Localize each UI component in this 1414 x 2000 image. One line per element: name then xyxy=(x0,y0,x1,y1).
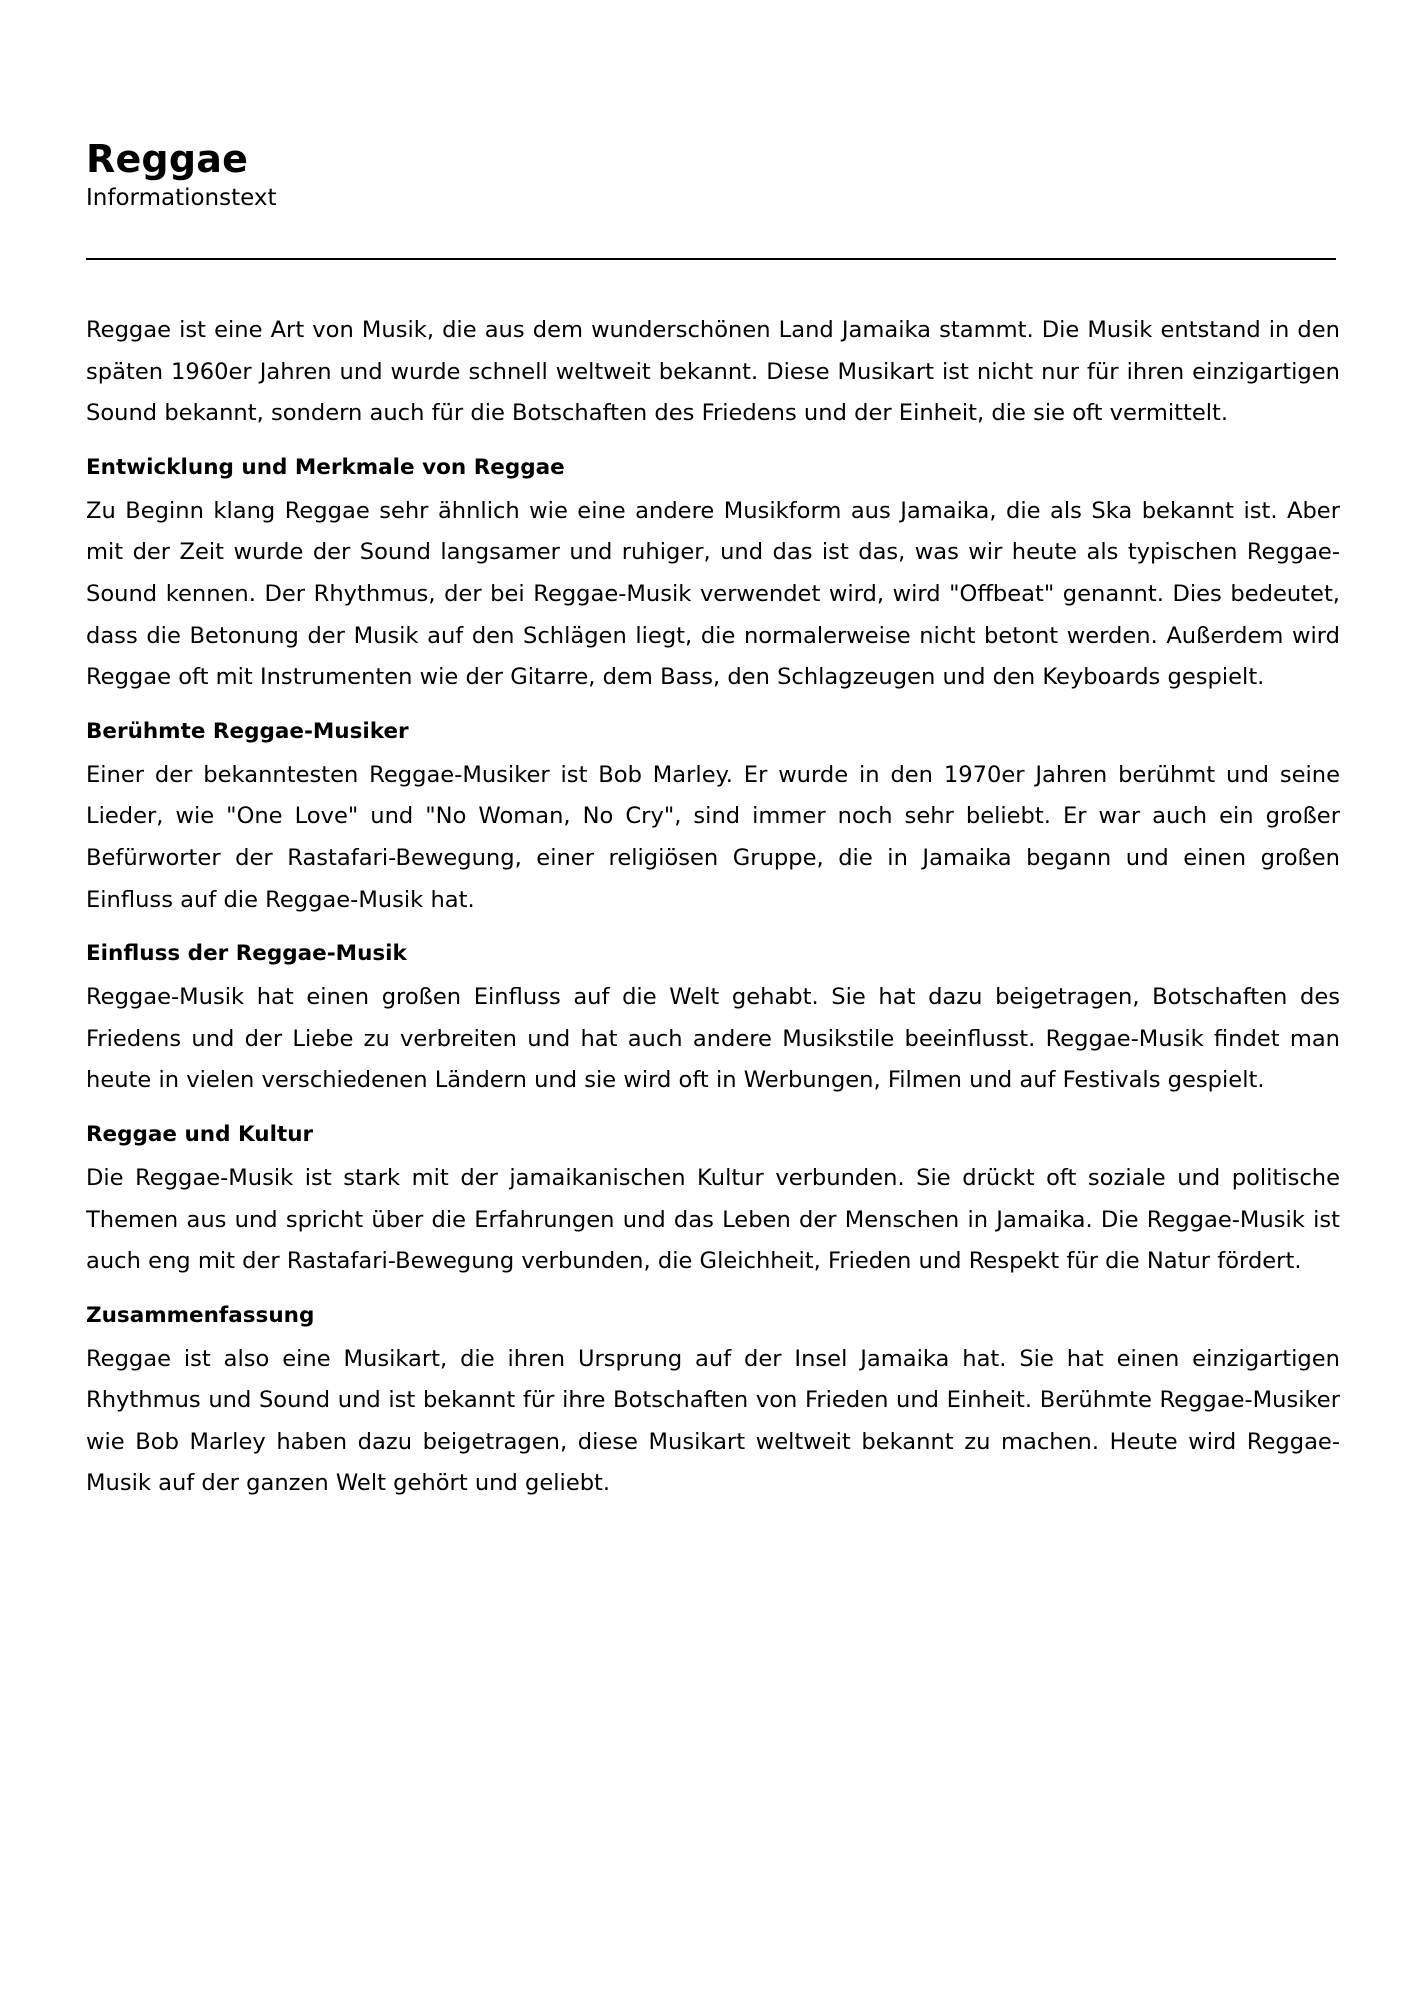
section-heading: Einfluss der Reggae-Musik xyxy=(86,941,407,967)
section-heading: Reggae und Kultur xyxy=(86,1121,314,1147)
section-paragraph: Die Reggae-Musik ist stark mit der jamaikanischen Kultur verbunden. Sie drückt oft soziale und politische Themen aus und spricht über die Erfahrungen und das Leben der Menschen in Jamaika. Die Reggae-Musik ist auch eng mit der Rastafari-Bewegung verbunden, die Gleichheit, Frieden und Respekt für die Natur fördert. xyxy=(86,1164,1340,1275)
section-paragraph: Zu Beginn klang Reggae sehr ähnlich wie eine andere Musikform aus Jamaika, die als Ska bekannt ist. Aber mit der Zeit wurde der Sound langsamer und ruhiger, und das ist das, was wir heute als typischen Reggae-Sound kennen. Der Rhythmus, der bei Reggae-Musik verwendet wird, wird "Offbeat" genannt. Dies bedeutet, dass die Betonung der Musik auf den Schlägen liegt, die normalerweise nicht betont werden. Außerdem wird Reggae oft mit Instrumenten wie der Gitarre, dem Bass, den Schlagzeugen und den Keyboards gespielt. xyxy=(86,497,1340,691)
document-subtitle: Informationstext xyxy=(86,185,277,211)
section-paragraph: Reggae-Musik hat einen großen Einfluss auf die Welt gehabt. Sie hat dazu beigetragen, Botschaften des Friedens und der Liebe zu verbreiten und hat auch andere Musikstile beeinflusst. Reggae-Musik findet man heute in vielen verschiedenen Ländern und sie wird oft in Werbungen, Filmen und auf Festivals gespielt. xyxy=(86,984,1340,1094)
document-page xyxy=(86,136,1340,1505)
section-heading: Entwicklung und Merkmale von Reggae xyxy=(86,454,565,480)
section-paragraph: Reggae ist also eine Musikart, die ihren Ursprung auf der Insel Jamaika hat. Sie hat einen einzigartigen Rhythmus und Sound und ist bekannt für ihre Botschaften von Frieden und Einheit. Berühmte Reggae-Musiker wie Bob Marley haben dazu beigetragen, diese Musikart weltweit bekannt zu machen. Heute wird Reggae-Musik auf der ganzen Welt gehört und geliebt. xyxy=(86,1345,1340,1497)
section-heading: Berühmte Reggae-Musiker xyxy=(86,718,409,744)
section-paragraph: Einer der bekanntesten Reggae-Musiker ist Bob Marley. Er wurde in den 1970er Jahren berühmt und seine Lieder, wie "One Love" und "No Woman, No Cry", sind immer noch sehr beliebt. Er war auch ein großer Befürworter der Rastafari-Bewegung, einer religiösen Gruppe, die in Jamaika begann und einen großen Einfluss auf die Reggae-Musik hat. xyxy=(86,761,1340,913)
section-zusammenfassung xyxy=(86,1301,1340,1505)
section-einfluss xyxy=(86,939,1340,1102)
section-heading: Zusammenfassung xyxy=(86,1302,315,1328)
section-musiker xyxy=(86,717,1340,921)
section-entwicklung xyxy=(86,453,1340,699)
header-divider xyxy=(86,258,1336,260)
section-kultur xyxy=(86,1120,1340,1283)
document-title: Reggae xyxy=(86,137,249,181)
intro-paragraph: Reggae ist eine Art von Musik, die aus dem wunderschönen Land Jamaika stammt. Die Musik entstand in den späten 1960er Jahren und wurde schnell weltweit bekannt. Diese Musikart ist nicht nur für ihren einzigartigen Sound bekannt, sondern auch für die Botschaften des Friedens und der Einheit, die sie oft vermittelt. xyxy=(86,317,1340,427)
document-body xyxy=(86,310,1340,1505)
